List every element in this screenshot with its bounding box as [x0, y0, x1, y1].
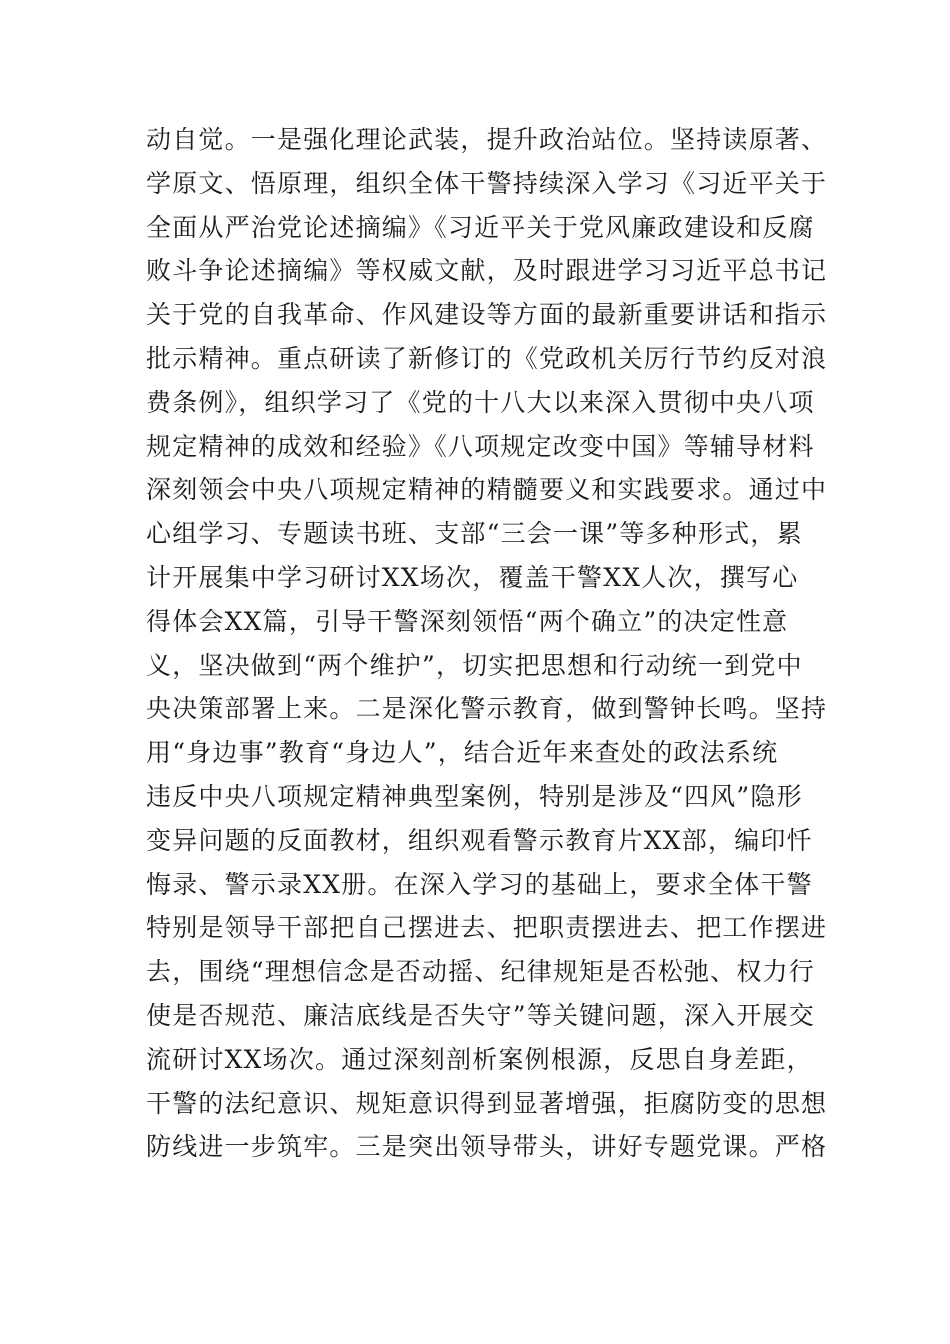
text-line: 得体会XX篇，引导干警深刻领悟“两个确立”的决定性意 — [146, 606, 789, 636]
text-line: 央决策部署上来。二是深化警示教育，做到警钟长鸣。坚持 — [146, 694, 828, 724]
text-line: 干警的法纪意识、规矩意识得到显著增强，拒腐防变的思想 — [146, 1088, 828, 1118]
text-line: 批示精神。重点研读了新修订的《党政机关厉行节约反对浪 — [146, 343, 828, 373]
text-line: 心组学习、专题读书班、支部“三会一课”等多种形式，累 — [146, 519, 803, 549]
text-line: 费条例》，组织学习了《党的十八大以来深入贯彻中央八项 — [146, 387, 815, 417]
text-line: 动自觉。一是强化理论武装，提升政治站位。坚持读原著、 — [146, 125, 828, 154]
text-line: 防线进一步筑牢。三是突出领导带头，讲好专题党课。严格 — [146, 1132, 828, 1162]
text-line: 学原文、悟原理，组织全体干警持续深入学习《习近平关于 — [146, 168, 828, 198]
text-line: 违反中央八项规定精神典型案例，特别是涉及“四风”隐形 — [146, 781, 803, 811]
text-line: 计开展集中学习研讨XX场次，覆盖干警XX人次，撰写心 — [146, 562, 799, 592]
body-text — [146, 118, 846, 1169]
text-line: 去，围绕“理想信念是否动摇、纪律规矩是否松弛、权力行 — [146, 957, 815, 987]
text-line: 悔录、警示录XX册。在深入学习的基础上，要求全体干警 — [146, 869, 813, 899]
text-line: 规定精神的成效和经验》《八项规定改变中国》等辅导材料 — [146, 431, 815, 461]
text-line: 流研讨XX场次。通过深刻剖析案例根源，反思自身差距， — [146, 1044, 813, 1074]
text-line: 特别是领导干部把自己摆进去、把职责摆进去、把工作摆进 — [146, 913, 828, 943]
text-line: 变异问题的反面教材，组织观看警示教育片XX部，编印忏 — [146, 825, 813, 855]
text-line: 深刻领会中央八项规定精神的精髓要义和实践要求。通过中 — [146, 475, 828, 505]
text-line: 用“身边事”教育“身边人”，结合近年来查处的政法系统 — [146, 738, 779, 768]
text-line: 全面从严治党论述摘编》《习近平关于党风廉政建设和反腐 — [146, 212, 815, 242]
text-line: 关于党的自我革命、作风建设等方面的最新重要讲话和指示 — [146, 300, 828, 330]
text-line: 使是否规范、廉洁底线是否失守”等关键问题，深入开展交 — [146, 1000, 815, 1030]
text-line: 败斗争论述摘编》等权威文献，及时跟进学习习近平总书记 — [146, 256, 828, 286]
text-line: 义，坚决做到“两个维护”，切实把思想和行动统一到党中 — [146, 650, 803, 680]
